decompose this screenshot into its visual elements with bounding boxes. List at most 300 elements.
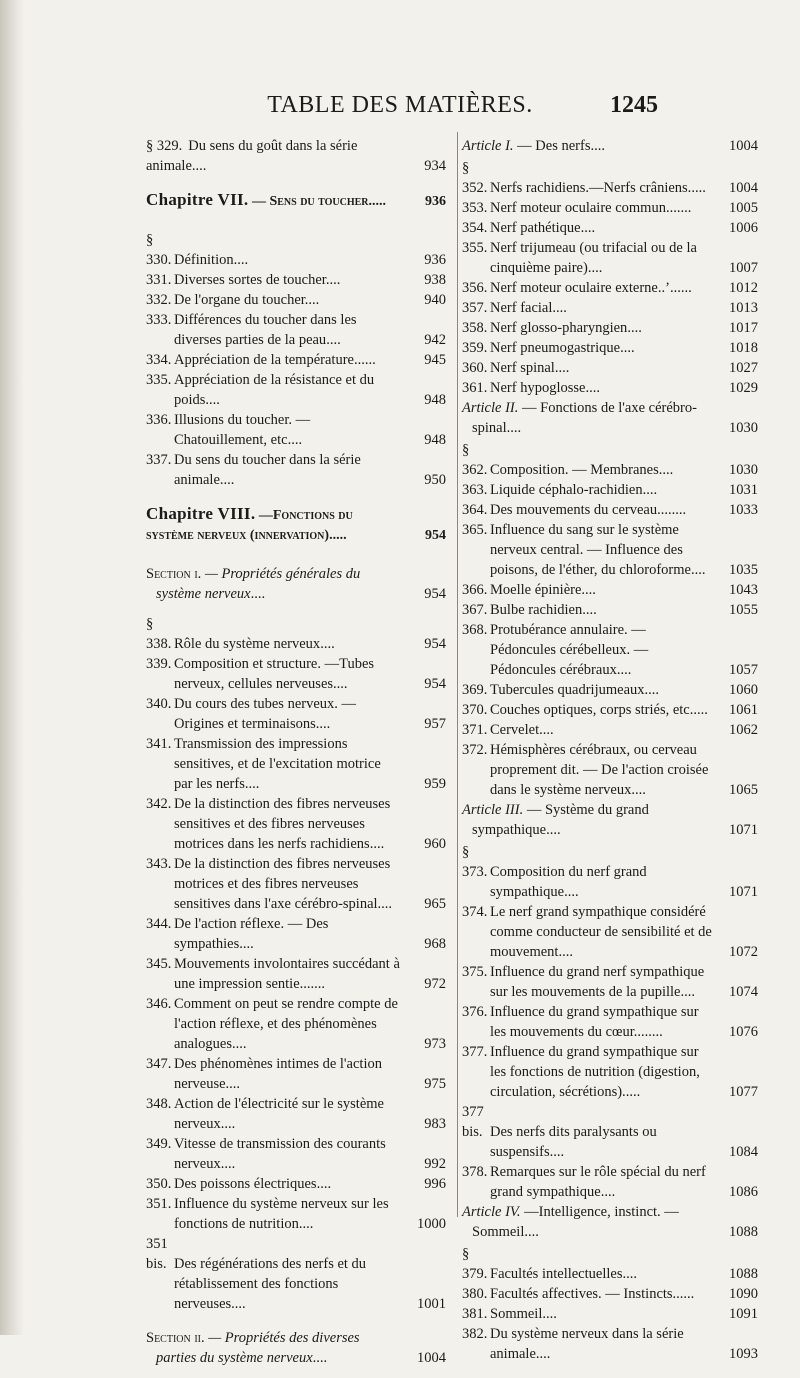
entry-number: 382. [462, 1326, 488, 1342]
entry-number: 332. [146, 292, 172, 308]
toc-entry-text [146, 994, 446, 1054]
dot-leader: .... [219, 472, 235, 488]
toc-entry [462, 278, 758, 298]
toc-entry [146, 1328, 446, 1368]
entry-title: Le nerf grand sympathique considéré comme conducteur de sensibilité et de mouvement [490, 904, 712, 960]
dot-leader: .... [622, 1266, 637, 1282]
toc-entry [462, 962, 758, 1002]
entry-title: Diverses sortes de toucher [174, 272, 326, 288]
entry-page: 936 [425, 194, 446, 209]
entry-number: 355. [462, 240, 488, 256]
toc-entry [146, 310, 446, 350]
toc-entry [462, 378, 758, 398]
entry-title: Facultés intellectuelles [490, 1266, 623, 1282]
entry-number: § 379. [462, 1246, 488, 1282]
entry-title: Nerfs rachidiens.—Nerfs crâniens. [490, 180, 692, 196]
entry-number: 378. [462, 1164, 488, 1180]
entry-title: Nerf moteur oculaire externe..’.. [490, 280, 678, 296]
page-number: 1245 [610, 92, 658, 118]
dot-leader: .... [220, 1116, 236, 1132]
entry-number: 367. [462, 602, 488, 618]
entry-page: 948 [424, 392, 446, 408]
entry-title: Appréciation de la température.. [174, 352, 362, 368]
entry-page: 940 [424, 292, 446, 308]
toc-entry [462, 136, 758, 156]
toc-entry [462, 158, 758, 198]
toc-entry-text [146, 654, 446, 694]
entry-number: 337. [146, 452, 172, 468]
entry-number: § 373. [462, 844, 488, 880]
entry-number: § 362. [462, 442, 488, 478]
entry-number: 339. [146, 656, 172, 672]
entry-number: 358. [462, 320, 488, 336]
toc-entry [146, 854, 446, 914]
dot-leader: .... [231, 1036, 247, 1052]
entry-title: Protubérance annulaire. — Pédoncules cérébelleux. — Pédoncules cérébraux [490, 622, 649, 678]
toc-entry [462, 358, 758, 378]
dot-leader: .... [549, 1144, 565, 1160]
dot-leader: .... [205, 392, 220, 408]
chapter-title: —Fonctions du système nerveux (innervation). [146, 508, 353, 543]
entry-number: 359. [462, 340, 488, 356]
entry-number: 343. [146, 856, 172, 872]
dot-leader: .... [231, 1296, 246, 1312]
entry-title: Nerf trijumeau (ou trifacial ou de la cinquième paire) [490, 240, 697, 276]
entry-title: Influence du grand sympathique sur les fonctions de nutrition (digestion, circulation, sécrétions). [490, 1044, 700, 1100]
toc-entry-text [146, 1094, 446, 1134]
entry-page: 954 [424, 586, 446, 602]
toc-entry-text [146, 290, 446, 310]
entry-number: § 330. [146, 232, 172, 268]
entry-number: 375. [462, 964, 488, 980]
entry-page: 938 [424, 272, 446, 288]
entry-page: 1060 [729, 682, 758, 698]
toc-entry-text [462, 800, 758, 840]
entry-number: 350. [146, 1176, 172, 1192]
dot-leader: .... [625, 1084, 641, 1100]
toc-entry-text [462, 298, 758, 318]
entry-page: 1029 [729, 380, 758, 396]
dot-leader: .... [372, 194, 387, 209]
section-title: — Propriétés générales du système nerveux [156, 566, 361, 602]
entry-number: 356. [462, 280, 488, 296]
dot-leader: .... [310, 976, 326, 992]
toc-entry-text [146, 136, 446, 176]
entry-number: 342. [146, 796, 172, 812]
entry-title: Des nerfs dits paralysants ou suspensifs [490, 1124, 657, 1160]
entry-page: 1086 [729, 1184, 758, 1200]
dot-leader: .... [316, 1176, 332, 1192]
toc-column-left [146, 136, 446, 1378]
toc-entry-text [146, 190, 446, 212]
entry-page: 1088 [729, 1224, 758, 1240]
toc-entry [462, 1102, 758, 1162]
entry-page: 960 [424, 836, 446, 852]
toc-entry-text [462, 158, 758, 198]
page-title: TABLE DES MATIÈRES. [267, 92, 533, 118]
entry-page: 954 [424, 676, 446, 692]
toc-entry-text [462, 218, 758, 238]
entry-page: 983 [424, 1116, 446, 1132]
entry-title: Appréciation de la résistance et du poids [174, 372, 375, 408]
dot-leader: .... [191, 158, 207, 174]
toc-entry [146, 410, 446, 450]
entry-page: 1017 [729, 320, 758, 336]
toc-entry-text [146, 270, 446, 290]
entry-number: 370. [462, 702, 488, 718]
toc-entry [462, 842, 758, 902]
entry-title: Vitesse de transmission des courants nerveux [174, 1136, 386, 1172]
entry-number: 354. [462, 220, 488, 236]
dot-leader: .... [244, 776, 260, 792]
entry-page: 1091 [729, 1306, 758, 1322]
toc-entry [462, 720, 758, 740]
entry-title: Illusions du toucher. — Chatouillement, etc [174, 412, 311, 448]
entry-number: 380. [462, 1286, 488, 1302]
entry-page: 1004 [417, 1350, 446, 1366]
dot-leader: .... [542, 1306, 557, 1322]
toc-entry [462, 1244, 758, 1284]
article-title: — Système du grand sympathique [472, 802, 649, 838]
entry-number: 349. [146, 1136, 172, 1152]
toc-entry [146, 290, 446, 310]
entry-title: De l'organe du toucher [174, 292, 305, 308]
entry-title: Nerf pneumogastrique [490, 340, 621, 356]
toc-entry [146, 614, 446, 654]
entry-number: 360. [462, 360, 488, 376]
dot-leader: .... [564, 884, 579, 900]
entry-title: Remarques sur le rôle spécial du nerf grand sympathique [490, 1164, 706, 1200]
entry-number: 331. [146, 272, 172, 288]
toc-entry [462, 238, 758, 278]
toc-entry-text [462, 600, 758, 620]
article-label: Article III. [462, 802, 524, 818]
toc-entry [146, 230, 446, 270]
dot-leader: .... [581, 582, 596, 598]
toc-entry [146, 694, 446, 734]
toc-entry [462, 680, 758, 700]
entry-page: 968 [424, 936, 446, 952]
entry-title: Mouvements involontaires succédant à une impression sentie... [174, 956, 400, 992]
toc-entry-text [146, 1134, 446, 1174]
section-title: — Propriétés des diverses parties du système nerveux [156, 1330, 360, 1366]
toc-entry [146, 654, 446, 694]
entry-page: 1013 [729, 300, 758, 316]
toc-entry-text [462, 740, 758, 800]
entry-title: Nerf pathétique [490, 220, 581, 236]
entry-title: Des phénomènes intimes de l'action nerveuse [174, 1056, 382, 1092]
toc-entry-text [462, 1304, 758, 1324]
toc-entry [146, 1134, 446, 1174]
entry-page: 1043 [729, 582, 758, 598]
entry-page: 942 [424, 332, 446, 348]
entry-title: Différences du toucher dans les diverses parties de la peau [174, 312, 357, 348]
toc-entry-text [146, 504, 446, 546]
toc-entry [462, 740, 758, 800]
article-title: — Des nerfs [517, 138, 591, 154]
toc-entry [462, 218, 758, 238]
entry-number: 348. [146, 1096, 172, 1112]
entry-number: 336. [146, 412, 172, 428]
toc-entry [462, 198, 758, 218]
toc-entry [146, 350, 446, 370]
entry-number: 357. [462, 300, 488, 316]
toc-entry [462, 700, 758, 720]
toc-entry [462, 1162, 758, 1202]
entry-page: 992 [424, 1156, 446, 1172]
entry-page: 1012 [729, 280, 758, 296]
toc-entry-text [462, 1042, 758, 1102]
entry-page: 1030 [729, 462, 758, 478]
dot-leader: .... [539, 722, 554, 738]
toc-entry [146, 1174, 446, 1194]
toc-entry-text [462, 440, 758, 480]
toc-entry-text [462, 358, 758, 378]
toc-entry-text [462, 842, 758, 902]
entry-page: 957 [424, 716, 446, 732]
toc-entry-text [462, 720, 758, 740]
section-label: Section i. [146, 566, 202, 582]
dot-leader: .... [225, 1076, 241, 1092]
toc-entry-text [146, 614, 446, 654]
dot-leader: .... [320, 636, 335, 652]
toc-entry [462, 1324, 758, 1364]
toc-entry-text [462, 1162, 758, 1202]
running-header [0, 92, 800, 122]
dot-leader: .... [298, 1216, 314, 1232]
entry-page: 1072 [729, 944, 758, 960]
chapter-title: — Sens du toucher. [251, 194, 373, 209]
entry-page: 959 [424, 776, 446, 792]
toc-entry [462, 1002, 758, 1042]
entry-title: Composition. — Membranes [490, 462, 659, 478]
toc-entry [146, 1194, 446, 1234]
entry-title: Sommeil [490, 1306, 543, 1322]
toc-entry [146, 914, 446, 954]
entry-title: Influence du grand nerf sympathique sur les mouvements de la pupille [490, 964, 705, 1000]
dot-leader: .... [590, 138, 605, 154]
toc-entry-text [146, 564, 446, 604]
toc-entry-text [146, 450, 446, 490]
dot-leader: .... [620, 340, 635, 356]
toc-entry [146, 564, 446, 604]
entry-title: Action de l'électricité sur le système nerveux [174, 1096, 384, 1132]
toc-entry-text [146, 794, 446, 854]
entry-page: 1004 [729, 138, 758, 154]
toc-entry-text [462, 962, 758, 1002]
toc-entry [146, 190, 446, 212]
toc-entry-text [462, 238, 758, 278]
entry-number: 361. [462, 380, 488, 396]
toc-entry [462, 800, 758, 840]
toc-entry-text [146, 954, 446, 994]
chapter-label: Chapitre VII. [146, 190, 249, 209]
entry-page: 954 [424, 636, 446, 652]
entry-page: 965 [424, 896, 446, 912]
entry-title: De l'action réflexe. — Des sympathies [174, 916, 329, 952]
toc-entry [146, 136, 446, 176]
toc-entry [146, 450, 446, 490]
toc-entry-text [462, 338, 758, 358]
entry-title: Bulbe rachidien [490, 602, 583, 618]
entry-title: Influence du grand sympathique sur les mouvements du cœur.... [490, 1004, 699, 1040]
entry-page: 1093 [729, 1346, 758, 1362]
toc-entry [462, 520, 758, 580]
toc-entry [462, 620, 758, 680]
entry-title: Influence du sang sur le système nerveux central. — Influence des poisons, de l'éther, du chloroforme [490, 522, 691, 578]
toc-entry-text [462, 1002, 758, 1042]
entry-title: Définition [174, 252, 234, 268]
dot-leader: .... [580, 220, 596, 236]
column-divider [457, 132, 458, 1217]
dot-leader: .... [658, 462, 674, 478]
page-binding-shadow [0, 0, 24, 1335]
toc-entry-text [146, 854, 446, 914]
entry-title: Rôle du système nerveux [174, 636, 321, 652]
entry-number: 371. [462, 722, 488, 738]
toc-entry [146, 1234, 446, 1314]
entry-title: Du sens du goût dans la série animale [146, 138, 358, 174]
dot-leader: .... [679, 1286, 695, 1302]
dot-leader: .... [220, 1156, 236, 1172]
toc-entry-text [462, 278, 758, 298]
toc-entry-text [146, 694, 446, 734]
toc-entry-text [462, 480, 758, 500]
entry-page: 945 [424, 352, 446, 368]
dot-leader: .... [690, 562, 706, 578]
dot-leader: .... [239, 936, 254, 952]
dot-leader: .... [304, 292, 320, 308]
toc-entry [462, 580, 758, 600]
toc-entry [462, 1304, 758, 1324]
dot-leader: .... [676, 200, 692, 216]
entry-page: 1005 [729, 200, 758, 216]
dot-leader: .... [250, 586, 266, 602]
toc-entry-text [462, 1202, 758, 1242]
entry-page: 1018 [729, 340, 758, 356]
toc-entry-text [146, 1054, 446, 1094]
entry-number: 347. [146, 1056, 172, 1072]
toc-entry [146, 794, 446, 854]
article-title: — Fonctions de l'axe cérébro-spinal [472, 400, 697, 436]
entry-title: Tubercules quadrijumeaux [490, 682, 645, 698]
toc-entry-text [146, 1328, 446, 1368]
dot-leader: .... [315, 716, 331, 732]
dot-leader: .... [326, 332, 341, 348]
dot-leader: .... [644, 682, 660, 698]
toc-entry-text [462, 198, 758, 218]
dot-leader: .... [233, 252, 249, 268]
entry-number: 351 bis. [146, 1236, 168, 1272]
toc-entry-text [146, 734, 446, 794]
entry-title: Moelle épinière [490, 582, 582, 598]
toc-entry [462, 500, 758, 520]
entry-page: 1035 [729, 562, 758, 578]
entry-title: Composition du nerf grand sympathique [490, 864, 647, 900]
toc-entry [146, 1094, 446, 1134]
toc-entry [146, 734, 446, 794]
entry-number: 374. [462, 904, 488, 920]
entry-number: 341. [146, 736, 172, 752]
toc-entry [462, 1284, 758, 1304]
dot-leader: .... [369, 836, 385, 852]
dot-leader: .... [332, 528, 347, 543]
dot-leader: .... [333, 676, 348, 692]
entry-title: Nerf moteur oculaire commun... [490, 200, 677, 216]
dot-leader: .... [680, 984, 695, 1000]
toc-entry-text [462, 680, 758, 700]
entry-page: 936 [424, 252, 446, 268]
entry-page: 1007 [729, 260, 758, 276]
entry-page: 1055 [729, 602, 758, 618]
toc-entry-text [462, 1102, 758, 1162]
toc-entry [462, 1202, 758, 1242]
entry-number: 377. [462, 1044, 488, 1060]
entry-page: 1027 [729, 360, 758, 376]
entry-number: § 329. [146, 138, 183, 154]
dot-leader: .... [287, 432, 303, 448]
entry-page: 1030 [729, 420, 758, 436]
toc-entry-text [462, 1324, 758, 1364]
toc-entry-text [462, 1284, 758, 1304]
dot-leader: .... [642, 482, 658, 498]
toc-entry-text [146, 410, 446, 450]
entry-title: Du cours des tubes nerveux. — Origines et terminaisons [174, 696, 357, 732]
entry-page: 934 [424, 158, 446, 174]
toc-entry-text [462, 700, 758, 720]
entry-title: Transmission des impressions sensitives, et de l'excitation motrice par les nerfs [174, 736, 381, 792]
entry-page: 1062 [729, 722, 758, 738]
entry-page: 1077 [729, 1084, 758, 1100]
entry-page: 1001 [417, 1296, 446, 1312]
entry-title: Influence du système nerveux sur les fonctions de nutrition [174, 1196, 389, 1232]
entry-number: 381. [462, 1306, 488, 1322]
entry-page: 1088 [729, 1266, 758, 1282]
entry-number: 351. [146, 1196, 172, 1212]
entry-page: 1065 [729, 782, 758, 798]
article-title: —Intelligence, instinct. — Sommeil [472, 1204, 679, 1240]
toc-entry-text [146, 1174, 446, 1194]
toc-entry [146, 504, 446, 546]
toc-entry [462, 338, 758, 358]
entry-page: 950 [424, 472, 446, 488]
entry-title: Comment on peut se rendre compte de l'action réflexe, et des phénomènes analogues [174, 996, 398, 1052]
dot-leader: .... [677, 280, 692, 296]
dot-leader: .... [377, 896, 393, 912]
toc-entry [462, 440, 758, 480]
entry-title: De la distinction des fibres nerveuses sensitives et des fibres nerveuses motrices dans les nerfs rachidiens [174, 796, 391, 852]
toc-entry-text [146, 1194, 446, 1234]
dot-leader: .... [585, 380, 600, 396]
entry-page: 1000 [417, 1216, 446, 1232]
entry-title: Composition et structure. —Tubes nerveux, cellules nerveuses [174, 656, 375, 692]
toc-entry-text [146, 350, 446, 370]
dot-leader: .... [546, 822, 561, 838]
toc-entry [462, 480, 758, 500]
entry-number: 368. [462, 622, 488, 638]
entry-title: Des poissons électriques [174, 1176, 317, 1192]
toc-column-right [462, 136, 758, 1364]
entry-number: § 352. [462, 160, 488, 196]
entry-number: 345. [146, 956, 172, 972]
dot-leader: .... [535, 1346, 551, 1362]
entry-page: 1076 [729, 1024, 758, 1040]
entry-title: Liquide céphalo-rachidien [490, 482, 643, 498]
toc-entry [462, 600, 758, 620]
toc-entry-text [462, 580, 758, 600]
entry-page: 996 [424, 1176, 446, 1192]
dot-leader: .... [691, 180, 706, 196]
